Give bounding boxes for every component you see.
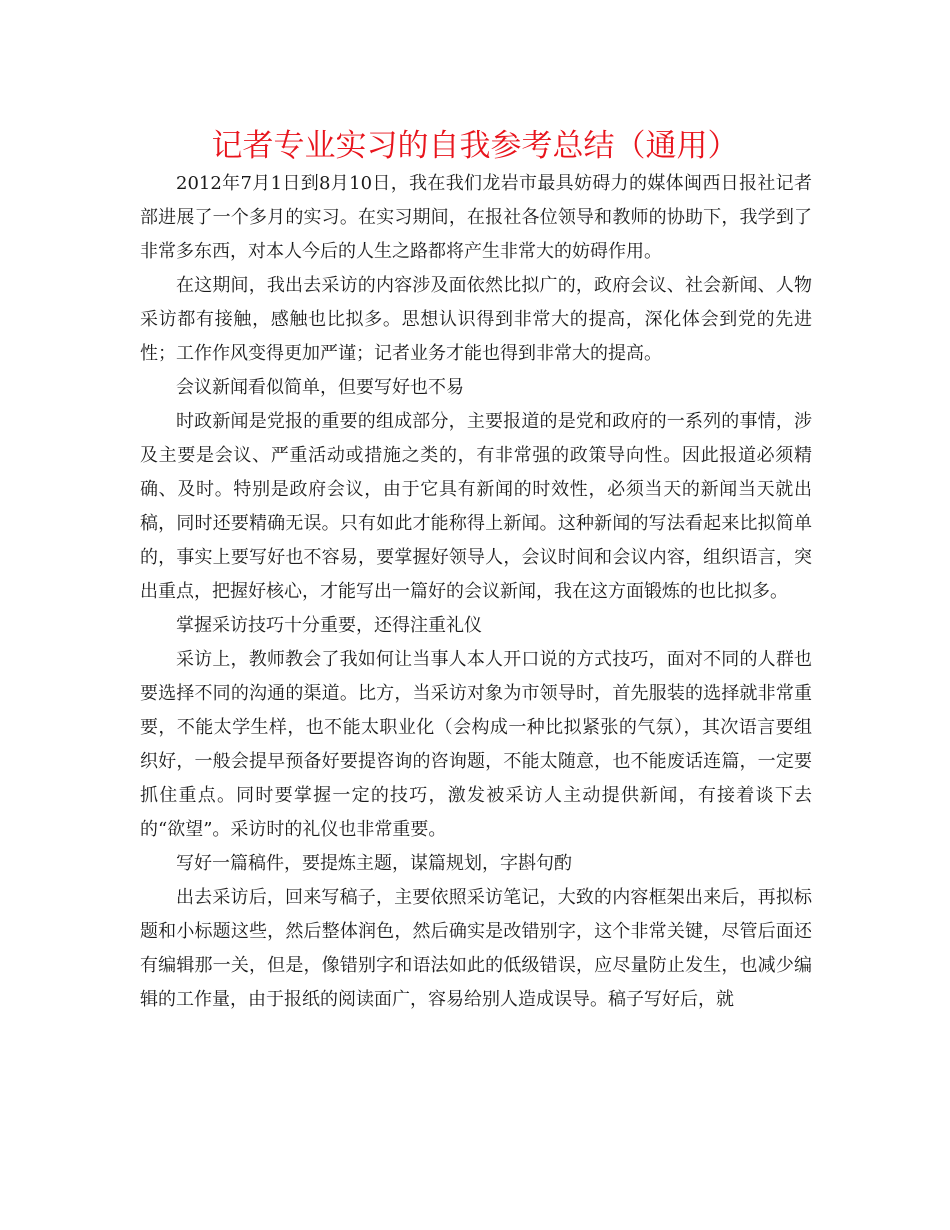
paragraph-interview-scope: 在这期间，我出去采访的内容涉及面依然比拟广的，政府会议、社会新闻、人物采访都有接触，感触也比拟多。思想认识得到非常大的提高，深化体会到党的先进性；工作作风变得更加严谨；记者业务才能也得到非常大的提高。 <box>140 275 812 364</box>
paragraph-writing-process: 出去采访后，回来写稿子，主要依照采访笔记，大致的内容框架出来后，再拟标题和小标题这些，然后整体润色，然后确实是改错别字，这个非常关键，尽管后面还有编辑那一关，但是，像错别字和语法如此的低级错误，应尽量防止发生，也减少编辑的工作量，由于报纸的阅读面广，容易给别人造成误导。稿子写好后，就 <box>140 887 812 1010</box>
paragraph-internship-period: 2012年7月1日到8月10日，我在我们龙岩市最具妨碍力的媒体闽西日报社记者部进展了一个多月的实习。在实习期间，在报社各位领导和教师的协助下，我学到了非常多东西，对本人今后的人生之路都将产生非常大的妨碍作用。 <box>140 173 812 262</box>
section-heading-interview-skills: 掌握采访技巧十分重要，还得注重礼仪 <box>176 615 482 636</box>
document-title: 记者专业实习的自我参考总结（通用） <box>211 128 739 164</box>
section-heading-writing: 写好一篇稿件，要提炼主题，谋篇规划，字斟句酌 <box>176 853 572 874</box>
document-body <box>140 167 812 1017</box>
paragraph-interview-techniques: 采访上，教师教会了我如何让当事人本人开口说的方式技巧，面对不同的人群也要选择不同的沟通的渠道。比方，当采访对象为市领导时，首先服装的选择就非常重要，不能太学生样，也不能太职业化（会构成一种比拟紧张的气氛），其次语言要组织好，一般会提早预备好要提咨询的咨询题，不能太随意，也不能废话连篇，一定要抓住重点。同时要掌握一定的技巧，激发被采访人主动提供新闻，有接着谈下去的“欲望”。采访时的礼仪也非常重要。 <box>140 649 812 840</box>
paragraph-political-news: 时政新闻是党报的重要的组成部分，主要报道的是党和政府的一系列的事情，涉及主要是会议、严重活动或措施之类的，有非常强的政策导向性。因此报道必须精确、及时。特别是政府会议，由于它具有新闻的时效性，必须当天的新闻当天就出稿，同时还要精确无误。只有如此才能称得上新闻。这种新闻的写法看起来比拟简单的，事实上要写好也不容易，要掌握好领导人，会议时间和会议内容，组织语言，突出重点，把握好核心，才能写出一篇好的会议新闻，我在这方面锻炼的也比拟多。 <box>140 411 812 602</box>
section-heading-meeting-news: 会议新闻看似简单，但要写好也不易 <box>176 377 464 398</box>
